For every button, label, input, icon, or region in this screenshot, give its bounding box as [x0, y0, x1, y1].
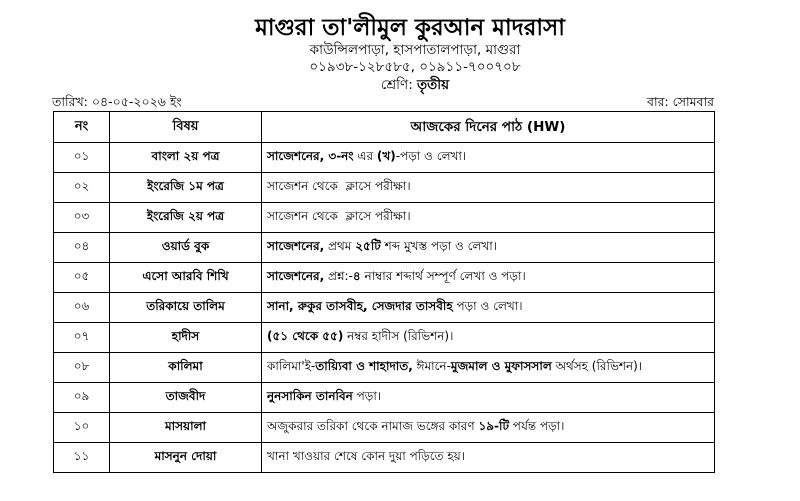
lesson-text-segment: প্রথম: [324, 238, 356, 253]
row-number: ০৮: [54, 353, 110, 383]
lesson-text-segment: নাম্বার শব্দার্থ সম্পূর্ণ লেখা ও পড়া।: [360, 268, 526, 283]
row-number: ০৯: [54, 383, 110, 413]
row-number: ০৪: [54, 233, 110, 263]
lesson-text-segment: সাজেশন থেকে ক্লাসে পরীক্ষা।: [267, 208, 411, 223]
header-subject: বিষয়: [110, 112, 262, 143]
row-subject: বাংলা ২য় পত্র: [110, 143, 262, 173]
row-subject: মাসয়ালা: [110, 413, 262, 443]
row-lesson: [262, 323, 715, 353]
row-lesson: [262, 383, 715, 413]
row-number: ০৬: [54, 293, 110, 323]
date-text: তারিখ: ০৪-০৫-২০২৬ ইং: [52, 94, 182, 109]
table-row: [54, 323, 715, 353]
table-row: [54, 443, 715, 473]
row-subject: তরিকায়ে তালিম: [110, 293, 262, 323]
institution-title: মাগুরা তা'লীমুল কুরআন মাদরাসা: [255, 15, 565, 41]
lesson-text-segment: কালিমা'ই-: [267, 358, 316, 373]
institution-address: কাউন্সিলপাড়া, হাসপাতালপাড়া, মাগুরা: [309, 42, 521, 58]
lesson-text-segment: ঈমানে-: [412, 358, 451, 373]
table-row: [54, 413, 715, 443]
table-row: [54, 263, 715, 293]
table-row: [54, 203, 715, 233]
lesson-text-segment: (৫১ থেকে ৫৫): [267, 328, 344, 343]
row-lesson: [262, 173, 715, 203]
table-row: [54, 233, 715, 263]
table-row: [54, 293, 715, 323]
lesson-text-segment: মুজমাল ও মুফাসসাল: [450, 358, 552, 373]
row-number: ১১: [54, 443, 110, 473]
header-number: নং: [54, 112, 110, 143]
row-subject: এসো আরবি শিখি: [110, 263, 262, 293]
table-row: [54, 173, 715, 203]
lesson-text-segment: ১৯-টি: [478, 418, 509, 433]
lesson-text-segment: সাজেশনের,: [267, 238, 325, 253]
document-header: [0, 14, 800, 94]
row-subject: ওয়ার্ড বুক: [110, 233, 262, 263]
table-row: [54, 383, 715, 413]
row-number: ০১: [54, 143, 110, 173]
lesson-text-segment: পর্যন্ত পড়া।: [508, 418, 565, 433]
row-lesson: [262, 443, 715, 473]
row-subject: তাজবীদ: [110, 383, 262, 413]
table-header-row: [54, 112, 715, 143]
row-lesson: [262, 263, 715, 293]
row-lesson: [262, 353, 715, 383]
row-number: ০৩: [54, 203, 110, 233]
lesson-text-segment: অর্থসহ (রিভিশন)।: [551, 358, 643, 373]
lesson-text-segment: সাজেশনের, ৩-নং: [267, 148, 354, 163]
row-subject: মাসনুন দোয়া: [110, 443, 262, 473]
lesson-text-segment: পড়া ও লেখা।: [452, 298, 523, 313]
class-label: শ্রেণি:: [380, 77, 413, 93]
row-number: ১০: [54, 413, 110, 443]
lesson-text-segment: ২৫টি: [355, 238, 381, 253]
lesson-text-segment: প্রশ্ন:-: [324, 268, 353, 283]
lesson-text-segment: নুনসাকিন তানবিন: [267, 388, 353, 403]
lesson-text-segment: অজুকরার তরিকা থেকে নামাজ ভঙ্গের কারণ: [267, 418, 479, 433]
row-lesson: [262, 143, 715, 173]
row-subject: হাদীস: [110, 323, 262, 353]
row-subject: ইংরেজি ১ম পত্র: [110, 173, 262, 203]
lesson-text-segment: এর: [353, 148, 377, 163]
class-info: [30, 76, 800, 94]
day-text: বার: সোমবার: [647, 94, 714, 109]
row-number: ০৭: [54, 323, 110, 353]
row-lesson: [262, 203, 715, 233]
row-subject: কালিমা: [110, 353, 262, 383]
homework-table: [53, 111, 715, 473]
lesson-text-segment: সাজেশন থেকে ক্লাসে পরীক্ষা।: [267, 178, 411, 193]
lesson-text-segment: সাজেশনের,: [267, 268, 325, 283]
header-lesson: আজকের দিনের পাঠ (HW): [262, 112, 715, 143]
table-row: [54, 143, 715, 173]
lesson-text-segment: শব্দ মুখস্ত পড়া ও লেখা।: [380, 238, 498, 253]
row-lesson: [262, 293, 715, 323]
lesson-text-segment: -পড়া ও লেখা।: [395, 148, 467, 163]
lesson-text-segment: সানা, রুকুর তাসবীহ, সেজদার তাসবীহ: [267, 298, 453, 313]
lesson-text-segment: (খ): [376, 148, 396, 163]
lesson-text-segment: ৪: [352, 268, 361, 283]
table-row: [54, 353, 715, 383]
institution-phone: ০১৯৩৮-১২৮৫৮৫, ০১৯১১-৭০০৭০৮: [309, 59, 521, 75]
row-number: ০৫: [54, 263, 110, 293]
row-lesson: [262, 233, 715, 263]
lesson-text-segment: খানা খাওয়ার শেষে কোন দুয়া পড়িতে হয়।: [267, 448, 466, 463]
lesson-text-segment: নম্বর হাদীস (রিভিশন)।: [343, 328, 454, 343]
row-lesson: [262, 413, 715, 443]
row-number: ০২: [54, 173, 110, 203]
lesson-text-segment: তায়্যিবা ও শাহাদাত,: [315, 358, 413, 373]
class-value: তৃতীয়: [417, 77, 450, 93]
lesson-text-segment: পড়া।: [352, 388, 382, 403]
row-subject: ইংরেজি ২য় পত্র: [110, 203, 262, 233]
